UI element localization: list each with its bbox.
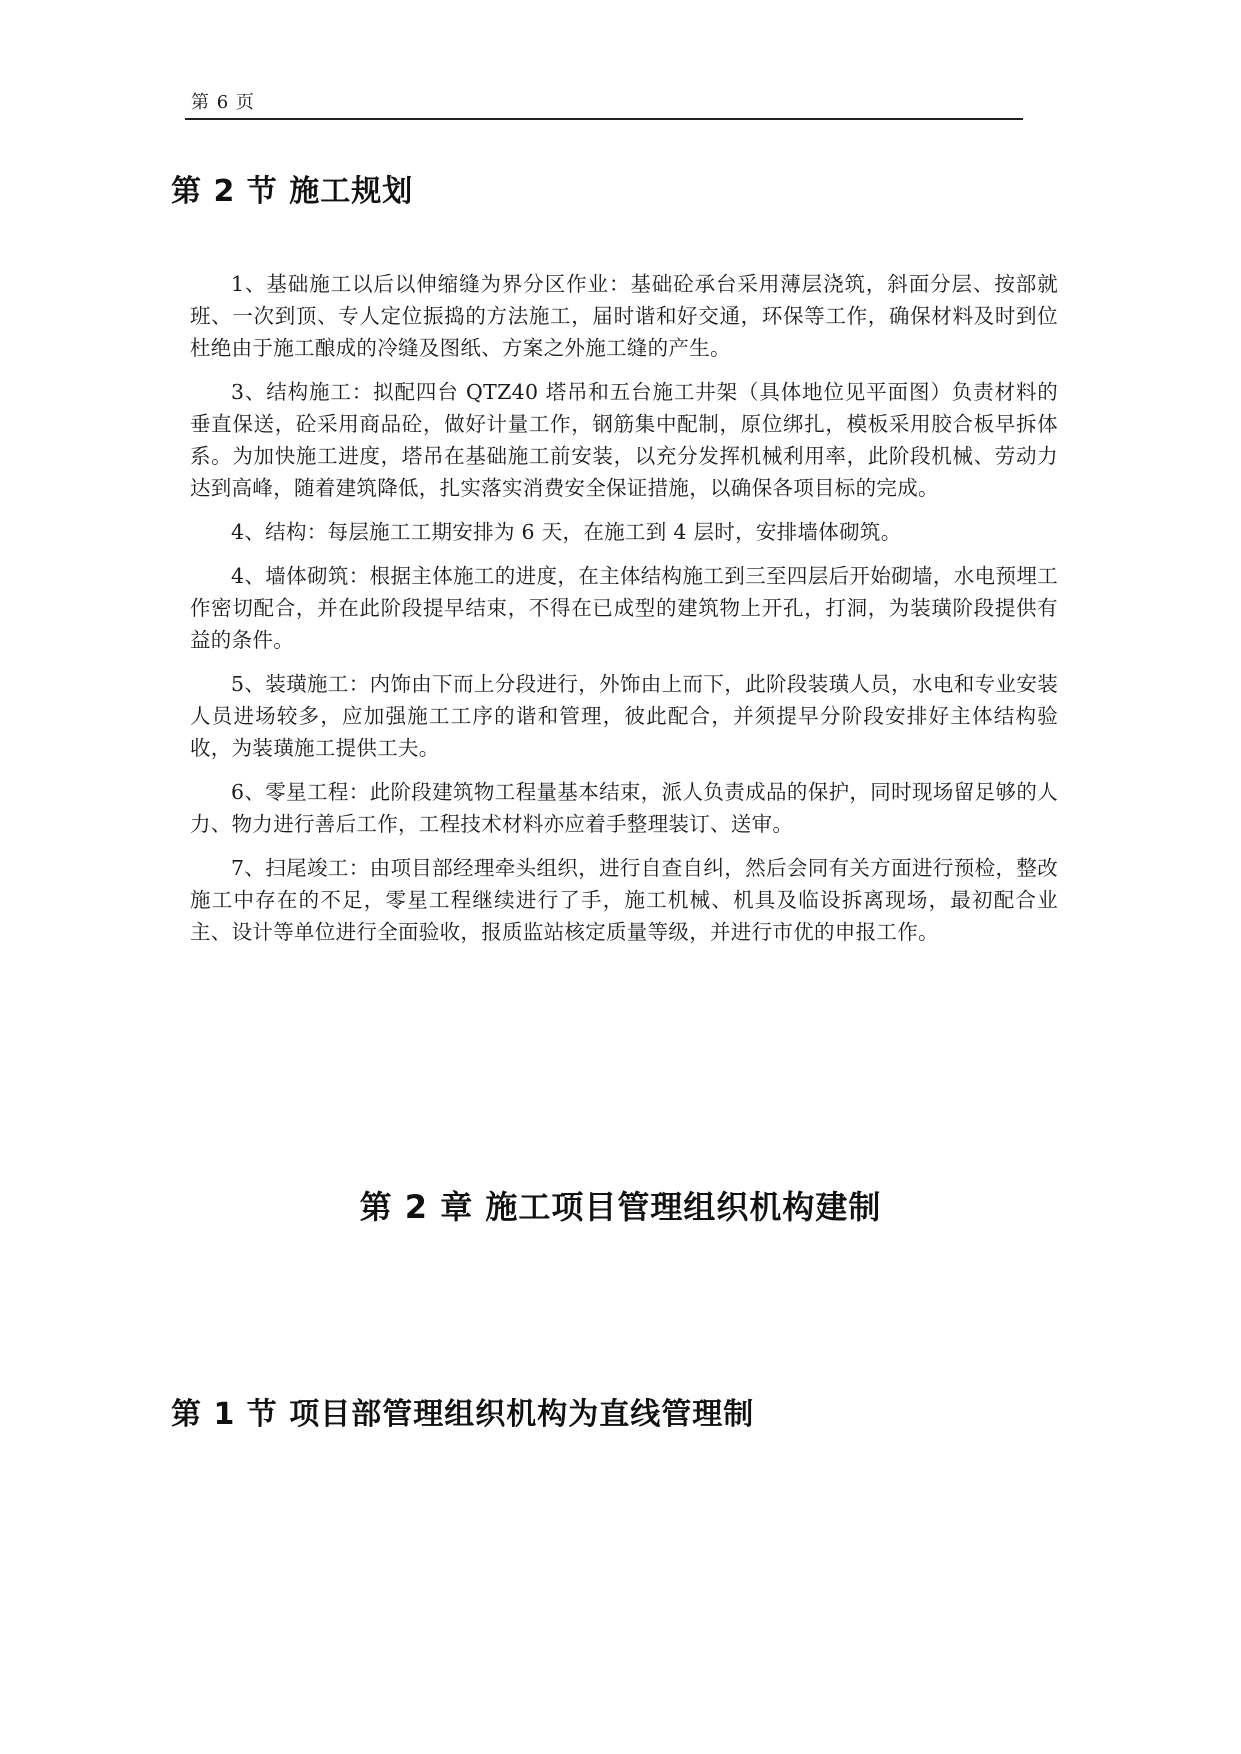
paragraph-4: 4、墙体砌筑：根据主体施工的进度，在主体结构施工到三至四层后开始砌墙，水电预埋工作密切配合，并在此阶段提早结束，不得在已成型的建筑物上开孔，打洞，为装璜阶段提供有益的条件。 (190, 564, 1058, 652)
paragraph-3: 4、结构：每层施工工期安排为 6 天，在施工到 4 层时，安排墙体砌筑。 (231, 520, 902, 544)
page-header (185, 86, 1023, 120)
body-text (190, 268, 1058, 960)
paragraph-5: 5、装璜施工：内饰由下而上分段进行，外饰由上而下，此阶段装璜人员，水电和专业安装人员进场较多，应加强施工工序的谐和管理，彼此配合，并须提早分阶段安排好主体结构验收，为装璜施工提供工夫。 (190, 672, 1058, 760)
page-number: 第 6 页 (191, 92, 255, 113)
paragraph-7: 7、扫尾竣工：由项目部经理牵头组织，进行自查自纠，然后会同有关方面进行预检，整改施工中存在的不足，零星工程继续进行了手，施工机械、机具及临设拆离现场，最初配合业主、设计等单位进行全面验收，报质监站核定质量等级，并进行市优的申报工作。 (190, 856, 1058, 944)
section-title: 第 2 节 施工规划 (171, 174, 414, 209)
paragraph-1: 1、基础施工以后以伸缩缝为界分区作业：基础砼承台采用薄层浇筑，斜面分层、按部就班、一次到顶、专人定位振捣的方法施工，届时谐和好交通，环保等工作，确保材料及时到位杜绝由于施工酿成的冷缝及图纸、方案之外施工缝的产生。 (190, 272, 1058, 360)
chapter-title: 第 2 章 施工项目管理组织机构建制 (359, 1188, 882, 1226)
paragraph-2: 3、结构施工：拟配四台 QTZ40 塔吊和五台施工井架（具体地位见平面图）负责材料的垂直保送，砼采用商品砼，做好计量工作，钢筋集中配制，原位绑扎，模板采用胶合板早拆体系。为加快施工进度，塔吊在基础施工前安装，以充分发挥机械利用率，此阶段机械、劳动力达到高峰，随着建筑降低，扎实落实消费安全保证措施，以确保各项目标的完成。 (190, 380, 1058, 500)
section-2-title: 第 1 节 项目部管理组织机构为直线管理制 (171, 1397, 755, 1432)
paragraph-6: 6、零星工程：此阶段建筑物工程量基本结束，派人负责成品的保护，同时现场留足够的人力、物力进行善后工作，工程技术材料亦应着手整理装订、送审。 (190, 780, 1058, 836)
